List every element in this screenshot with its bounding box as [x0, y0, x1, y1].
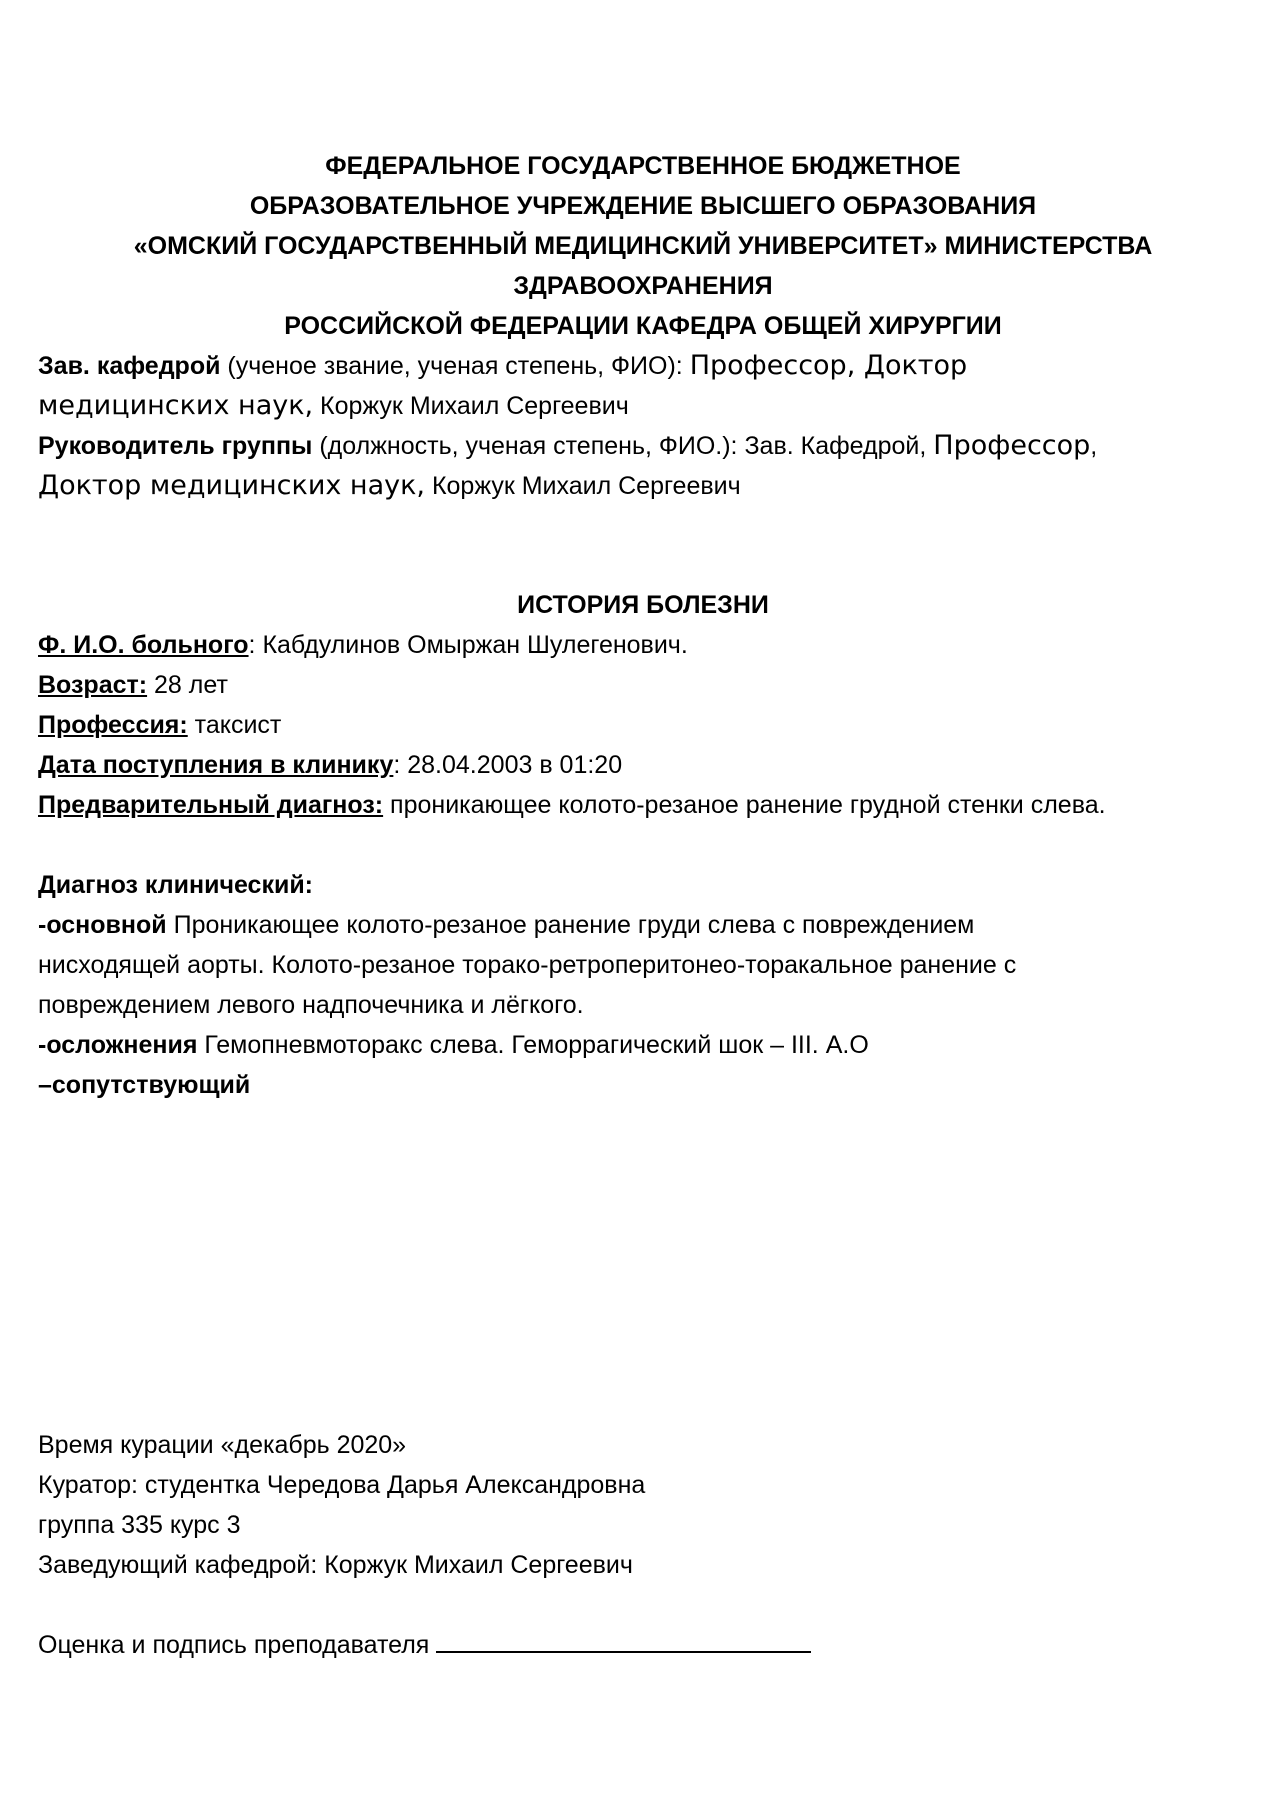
main-diagnosis-text: Проникающее колото-резаное ранение груди слева с повреждением: [166, 911, 975, 939]
clinical-diagnosis: [38, 865, 1248, 1105]
student-group: группа 335 курс 3: [38, 1511, 241, 1539]
history-title: ИСТОРИЯ БОЛЕЗНИ: [517, 591, 769, 619]
leader-title-cont: Доктор медицинских наук,: [38, 470, 425, 501]
main-diagnosis-row: [38, 905, 1248, 945]
leader-title: Профессор: [933, 430, 1091, 461]
curator: Куратор: студентка Чередова Дарья Александровна: [38, 1471, 646, 1499]
concomitant-label: –сопутствующий: [38, 1071, 251, 1099]
head-of-department-footer: Заведующий кафедрой: Коржук Михаил Сергеевич: [38, 1551, 633, 1579]
patient-name-row: [38, 625, 1248, 665]
head-label: Зав. кафедрой: [38, 352, 221, 380]
admission-row: [38, 745, 1248, 785]
main-diagnosis-text: повреждением левого надпочечника и лёгкого.: [38, 991, 584, 1019]
head-title: Профессор, Доктор: [689, 350, 968, 381]
grade-signature-label: Оценка и подпись преподавателя: [38, 1631, 437, 1659]
complications-text: Гемопневмоторакс слева. Геморрагический шок – III. А.О: [197, 1031, 869, 1059]
prelim-diagnosis-row: [38, 785, 1248, 825]
age-value: 28 лет: [147, 671, 228, 699]
group-leader: [38, 426, 1248, 506]
patient-profession-row: [38, 705, 1248, 745]
clinical-diagnosis-title: Диагноз клинический:: [38, 871, 314, 899]
leader-label: Руководитель группы: [38, 432, 313, 460]
institution-header: [38, 146, 1248, 346]
head-name: Коржук Михаил Сергеевич: [313, 392, 629, 420]
age-label: Возраст:: [38, 671, 148, 699]
prelim-diagnosis-value: проникающее колото-резаное ранение грудной стенки слева.: [383, 791, 1106, 819]
admission-value: : 28.04.2003 в 01:20: [393, 751, 623, 779]
patient-info: [38, 625, 1248, 825]
leader-comma: ,: [1090, 432, 1098, 460]
leader-name: Коржук Михаил Сергеевич: [425, 472, 741, 500]
patient-name-value: : Кабдулинов Омыржан Шулегенович.: [248, 631, 688, 659]
curation-time: Время курации «декабрь 2020»: [38, 1431, 407, 1459]
header-line: ЗДРАВООХРАНЕНИЯ: [513, 272, 773, 300]
header-line: ФЕДЕРАЛЬНОЕ ГОСУДАРСТВЕННОЕ БЮДЖЕТНОЕ: [325, 152, 961, 180]
head-of-department: [38, 346, 1248, 426]
footer-info: [38, 1425, 1248, 1585]
patient-name-label: Ф. И.О. больного: [38, 631, 249, 659]
signature-line: [436, 1625, 811, 1653]
main-diagnosis-text: нисходящей аорты. Колото-резаное торако-ретроперитонео-торакальное ранение с: [38, 951, 1017, 979]
profession-label: Профессия:: [38, 711, 188, 739]
admission-label: Дата поступления в клинику: [38, 751, 394, 779]
header-line: РОССИЙСКОЙ ФЕДЕРАЦИИ КАФЕДРА ОБЩЕЙ ХИРУРГИИ: [284, 312, 1002, 340]
main-diagnosis-label: -основной: [38, 911, 167, 939]
header-line: «ОМСКИЙ ГОСУДАРСТВЕННЫЙ МЕДИЦИНСКИЙ УНИВЕРСИТЕТ» МИНИСТЕРСТВА: [133, 232, 1153, 260]
profession-value: таксист: [187, 711, 282, 739]
grade-signature: [38, 1625, 1248, 1665]
prelim-diagnosis-label: Предварительный диагноз:: [38, 791, 384, 819]
header-line: ОБРАЗОВАТЕЛЬНОЕ УЧРЕЖДЕНИЕ ВЫСШЕГО ОБРАЗОВАНИЯ: [249, 192, 1037, 220]
patient-age-row: [38, 665, 1248, 705]
complications-row: [38, 1025, 1248, 1065]
head-title-cont: медицинских наук,: [38, 390, 314, 421]
head-paren: (ученое звание, ученая степень, ФИО):: [220, 352, 690, 380]
complications-label: -осложнения: [38, 1031, 198, 1059]
leader-paren: (должность, ученая степень, ФИО.): Зав. Кафедрой,: [312, 432, 934, 460]
